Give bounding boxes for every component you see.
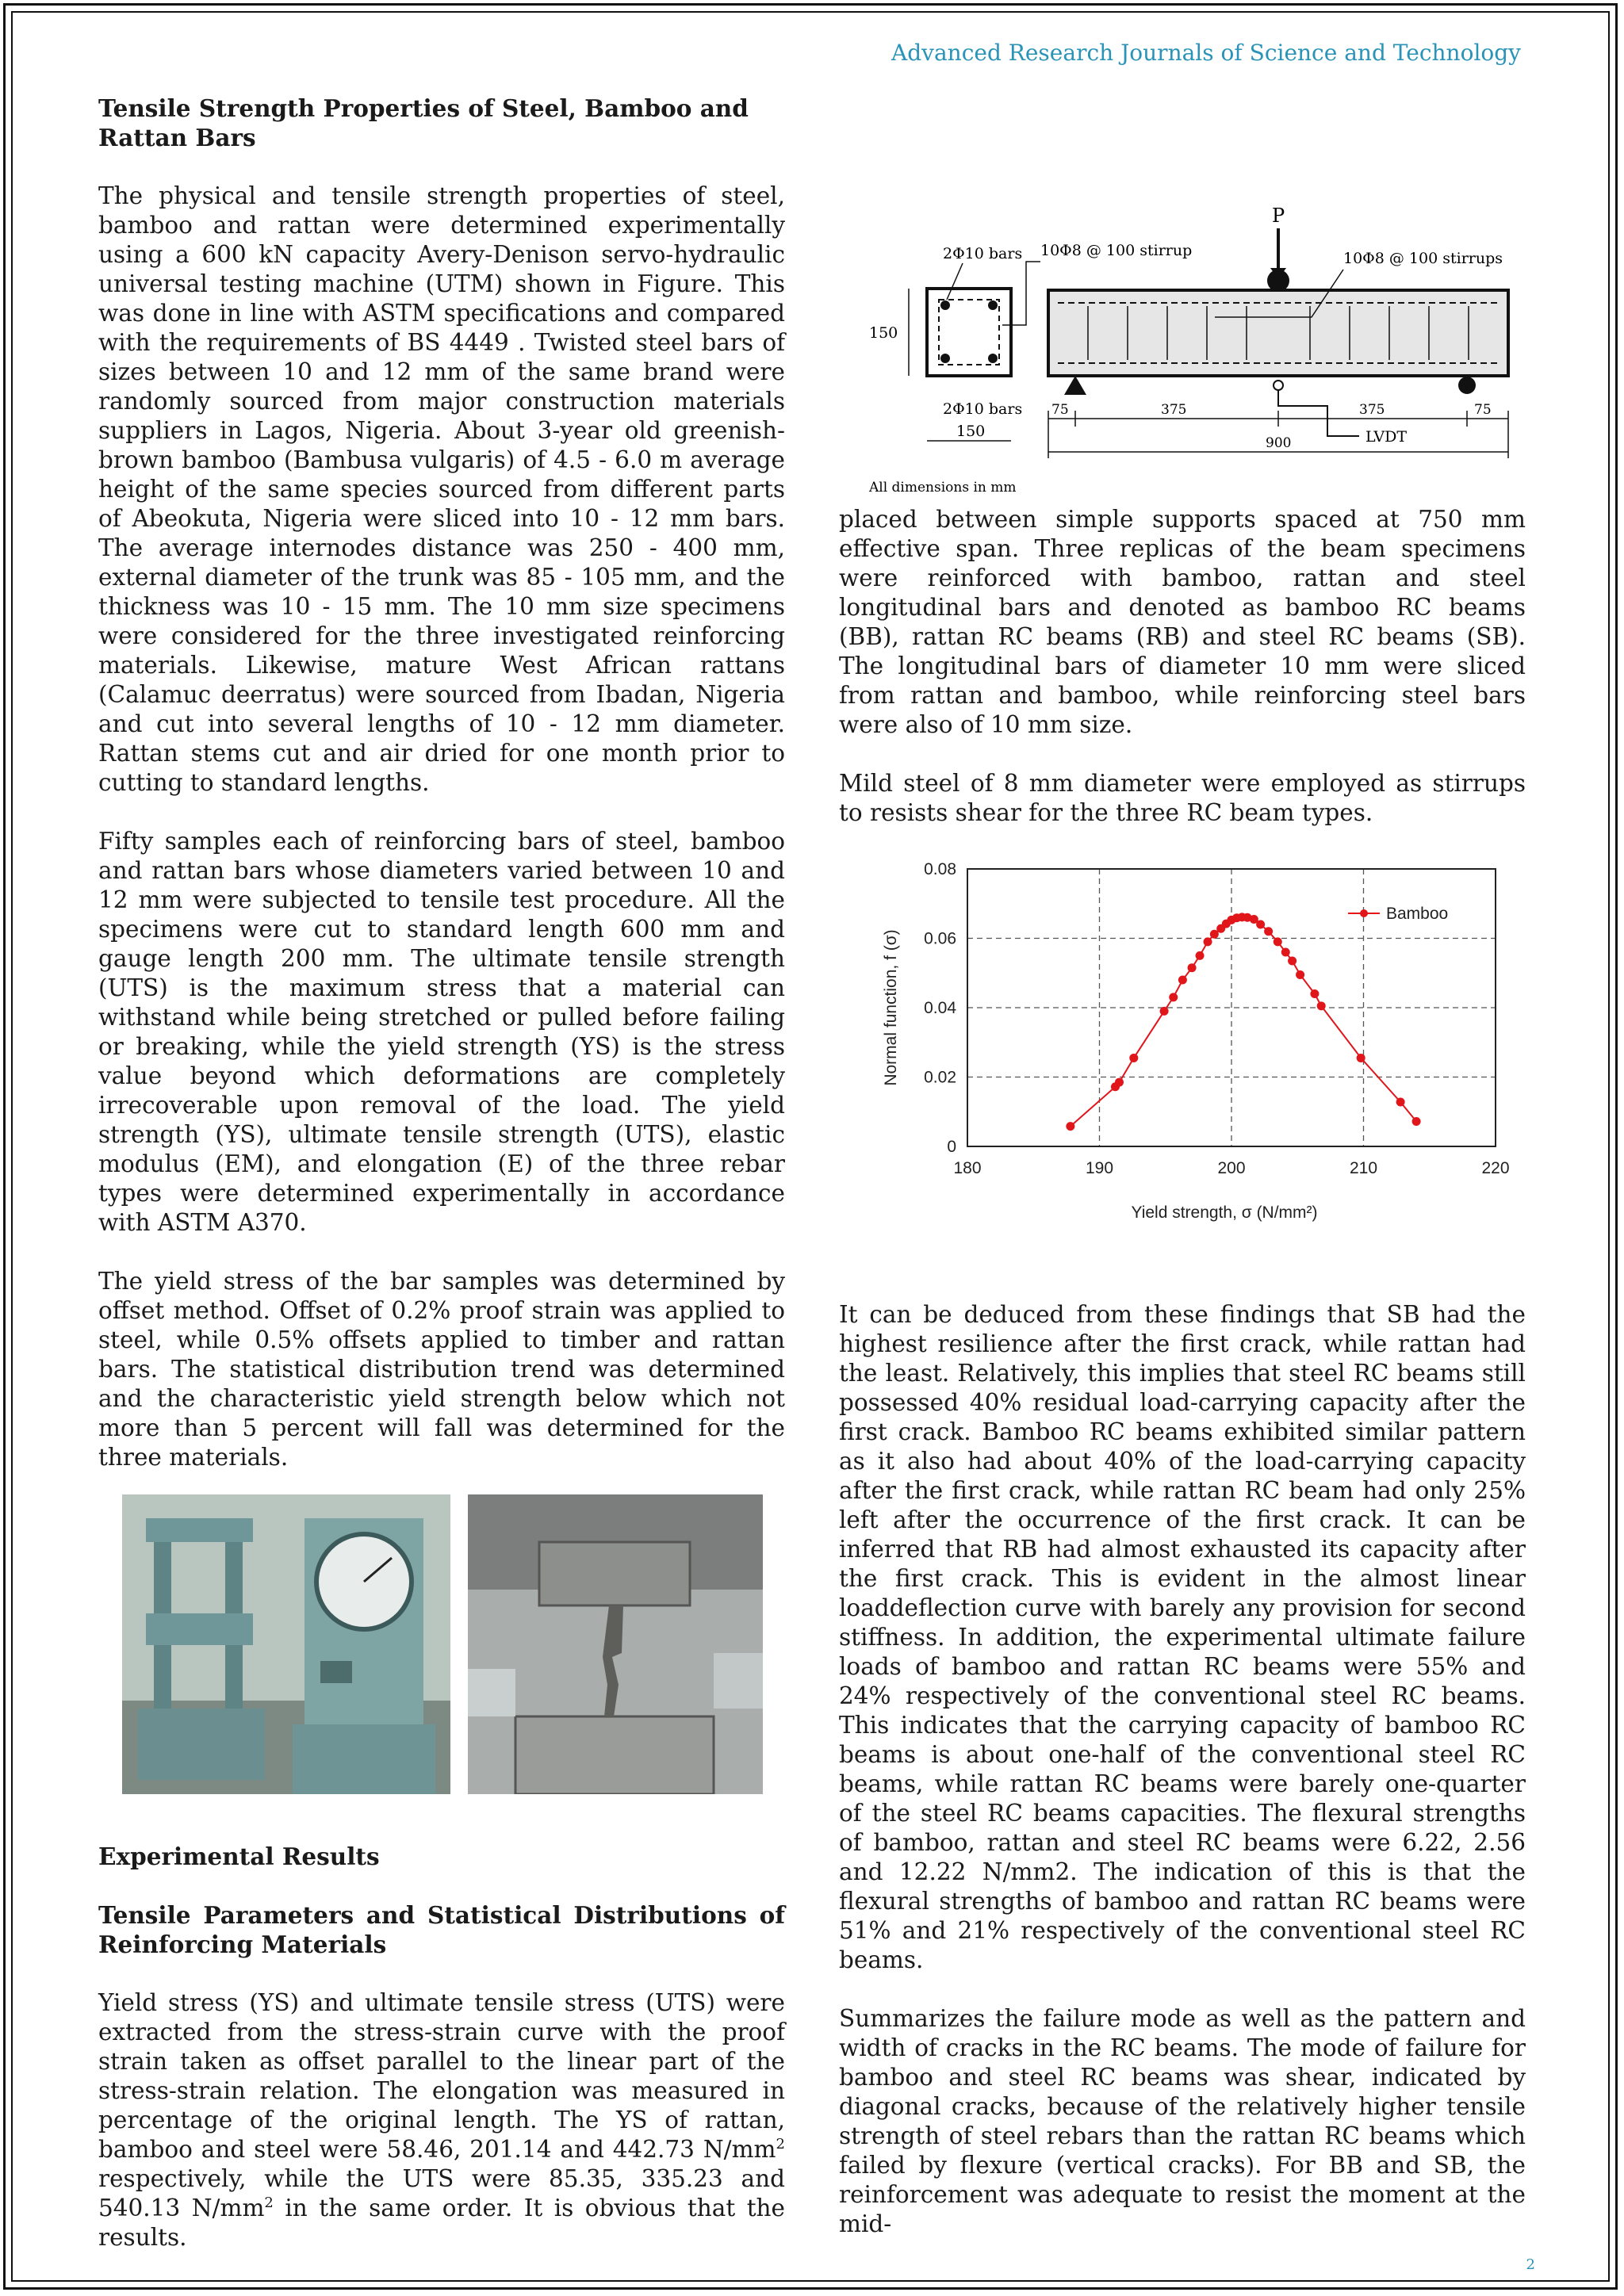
top-bars-label: 2Φ10 bars [943,245,1023,262]
rebar-top-right [988,300,998,310]
section-heading-distributions: Tensile Parameters and Statistical Distributions of Reinforcing Materials [98,1901,785,1958]
section-heading-tensile: Tensile Strength Properties of Steel, Bamboo and Rattan Bars [98,94,749,151]
paragraph-samples: Fifty samples each of reinforcing bars of steel, bamboo and rattan bars whose diameters varied between 10 and 12 mm were subjected to tensile test procedure. All the specimens were cut to standard length 600 mm and gauge length 200 mm. The ultimate tensile strength (UTS) is the maximum stress that a material can withstand while being stretched or pulled before failing or breaking, while the yield strength (YS) is the stress value beyond which deformations are completely irrecoverable upon removal of the load. The yield strength (YS), ultimate tensile strength (UTS), elastic modulus (EM), and elongation (E) of the three rebar types were determined experimentally in accordance with ASTM A370. [98,828,785,1236]
bamboo-data-point [1196,951,1205,960]
utm-machine-illustration [122,1494,450,1794]
x-tick-label: 190 [1085,1159,1114,1177]
x-tick-label: 210 [1349,1159,1378,1177]
bamboo-data-point [1310,989,1319,998]
load-label: P [1272,206,1285,227]
bamboo-data-point [1274,937,1282,946]
rebar-bottom-left [940,354,950,363]
y-tick-label: 0.04 [924,999,956,1017]
y-tick-label: 0.06 [924,929,956,948]
x-tick-label: 200 [1217,1159,1246,1177]
bamboo-data-point [1169,993,1178,1001]
bamboo-yield-distribution-chart [848,840,1515,1253]
ys-text-a: Yield stress (YS) and ultimate tensile stress (UTS) were extracted from the stress-strain curve with the proof strain taken as offset parallel to the linear part of the stress-strain relation. The elongation was measured in percentage of the original length. The YS of rattan, bamboo and steel were 58.46, 201.14 and 442.73 N/mm [98,1989,785,2163]
bottom-bars-label: 2Φ10 bars [943,400,1023,418]
utm-machine-photo [122,1494,450,1794]
height-dim-label: 150 [869,324,898,342]
width-dim-label: 150 [956,423,986,440]
paragraph-resilience: It can be deduced from these findings that SB had the highest resilience after the first crack, while rattan had the least. Relatively, this implies that steel RC beams still possessed 40% residual load-carrying capacity after the first crack. Bamboo RC beams exhibited similar pattern as it also had about 40% of the load-carrying capacity after the first crack, while rattan RC beam had only 25% left after the occurrence of the first crack. It can be inferred that RB had almost exhausted its capacity after the first crack. This is evident in the almost linear loaddeflection curve with barely any provision for second stiffness. In addition, the experimental ultimate failure loads of bamboo and rattan RC beams were 55% and 24% respectively of the conventional steel RC beams. This indicates that the carrying capacity of bamboo RC beams is about one-half of the conventional steel RC beams, while rattan RC beams were barely one-quarter of the steel RC beams capacities. The flexural strengths of bamboo, rattan and steel RC beams were 6.22, 2.56 and 12.22 N/mm2. The indication of this is that the flexural strengths of bamboo and rattan RC beams were 51% and 21% respectively of the conventional steel RC beams. [839,1301,1526,1973]
journal-title[interactable]: Advanced Research Journals of Science and Technology [891,40,1521,66]
bamboo-data-point [1129,1054,1138,1062]
dimensions-note: All dimensions in mm [869,480,1017,496]
chart-background [848,840,1515,1253]
y-tick-label: 0.08 [924,860,956,878]
bamboo-data-point [1281,948,1290,957]
bamboo-data-point [1204,937,1212,946]
utm-photos [98,1494,785,1794]
paragraph-yield-stress: The yield stress of the bar samples was determined by offset method. Offset of 0.2% proof strain was applied to steel, while 0.5% offsets applied to timber and rattan bars. The statistical distribution trend was determined and the characteristic yield strength below which not more than 5 percent will fall was determined for the three materials. [98,1268,785,1471]
lvdt-label: LVDT [1365,428,1407,446]
dim-375-left: 375 [1161,402,1187,418]
paragraph-stirrups: Mild steel of 8 mm diameter were employed as stirrups to resists shear for the three RC beam types. [839,770,1526,826]
left-column [98,94,785,2282]
stirrup-section-label: 10Φ8 @ 100 stirrup [1040,242,1193,259]
bamboo-data-point [1188,963,1197,972]
rebar-top-left [940,300,950,310]
legend-label: Bamboo [1386,905,1449,923]
bamboo-data-point [1412,1117,1421,1126]
y-tick-label: 0 [947,1138,956,1156]
right-column-lower [839,1300,1526,2268]
stirrups-label: 10Φ8 @ 100 stirrups [1343,250,1503,267]
bamboo-data-point [1357,1054,1365,1062]
ys-text-b: respectively, while the UTS were 85.35, 335.23 and 540.13 N/mm [98,2165,785,2221]
bamboo-data-point [1115,1078,1124,1087]
bamboo-data-point [1160,1007,1169,1016]
roller-support [1458,377,1476,394]
legend-marker [1360,909,1368,917]
y-axis-label: Normal function, f (σ) [882,929,900,1086]
dim-900: 900 [1266,435,1292,451]
ys-text-c: in the same order. It is obvious that the results. [98,2195,786,2251]
bamboo-data-point [1264,927,1273,936]
x-tick-label: 180 [953,1159,982,1177]
bamboo-data-point [1296,970,1304,979]
page-number: 2 [1526,2256,1535,2273]
bamboo-data-point [1317,1001,1326,1010]
paragraph-materials: The physical and tensile strength properties of steel, bamboo and rattan were determined experimentally using a 600 kN capacity Avery-Denison servo-hydraulic universal testing machine (UTM) shown in Figure. This was done in line with ASTM specifications and compared with the requirements of BS 4449 . Twisted steel bars of sizes between 10 and 12 mm of the same brand were randomly sourced from major construction materials suppliers in Lagos, Nigeria. About 3-year old greenish-brown bamboo (Bambusa vulgaris) of 4.5 - 6.0 m average height of the same species sourced from different parts of Abeokuta, Nigeria were sliced into 10 - 12 mm bars. The average internodes distance was 250 - 400 mm, external diameter of the trunk was 85 - 105 mm, and the thickness was 10 - 15 mm. The 10 mm size specimens were considered for the three investigated reinforcing materials. Likewise, mature West African rattans (Calamuc deerratus) were sourced from Ibadan, Nigeria and cut into several lengths of 10 - 12 mm diameter. Rattan stems cut and air dried for one month prior to cutting to standard lengths. [98,182,785,796]
superscript-2a: 2 [776,2136,785,2153]
bamboo-data-point [1288,956,1297,965]
paragraph-failure-mode: Summarizes the failure mode as well as the pattern and width of cracks in the RC beams. The mode of failure for bamboo and steel RC beams was shear, indicated by diagonal cracks, because of the relatively higher tensile strength of steel rebars than the rattan RC beams which failed by flexure (vertical cracks). For BB and SB, the reinforcement was adequate to resist the moment at the mid- [839,2005,1526,2237]
beam-test-figure [836,206,1534,507]
x-axis-label: Yield strength, σ (N/mm²) [1131,1203,1318,1222]
bamboo-data-point [1396,1098,1405,1107]
bamboo-data-point [1178,976,1187,985]
y-tick-label: 0.02 [924,1068,956,1087]
x-tick-label: 220 [1481,1159,1510,1177]
dim-75-right: 75 [1474,402,1492,418]
paragraph-beam-specimens: placed between simple supports spaced at 750 mm effective span. Three replicas of the beam specimens were reinforced with bamboo, rattan and steel longitudinal bars and denoted as bamboo RC beams (BB), rattan RC beams (RB) and steel RC beams (SB). The longitudinal bars of diameter 10 mm were sliced from rattan and bamboo, while reinforcing steel bars were also of 10 mm size. [839,506,1526,738]
bar-specimen-photo [468,1494,763,1794]
beam-diagram [836,206,1534,507]
load-roller [1267,270,1289,292]
dim-75-left: 75 [1051,402,1069,418]
rebar-bottom-right [988,354,998,363]
bamboo-data-point [1256,920,1265,929]
bamboo-data-point [1066,1122,1074,1131]
specimen-illustration [468,1494,763,1794]
paragraph-ys-uts [98,1988,785,2252]
chart-svg [848,840,1515,1253]
right-column-upper [839,505,1526,857]
section-heading-results: Experimental Results [98,1843,380,1870]
dim-375-right: 375 [1359,402,1385,418]
superscript-2b: 2 [264,2195,274,2212]
